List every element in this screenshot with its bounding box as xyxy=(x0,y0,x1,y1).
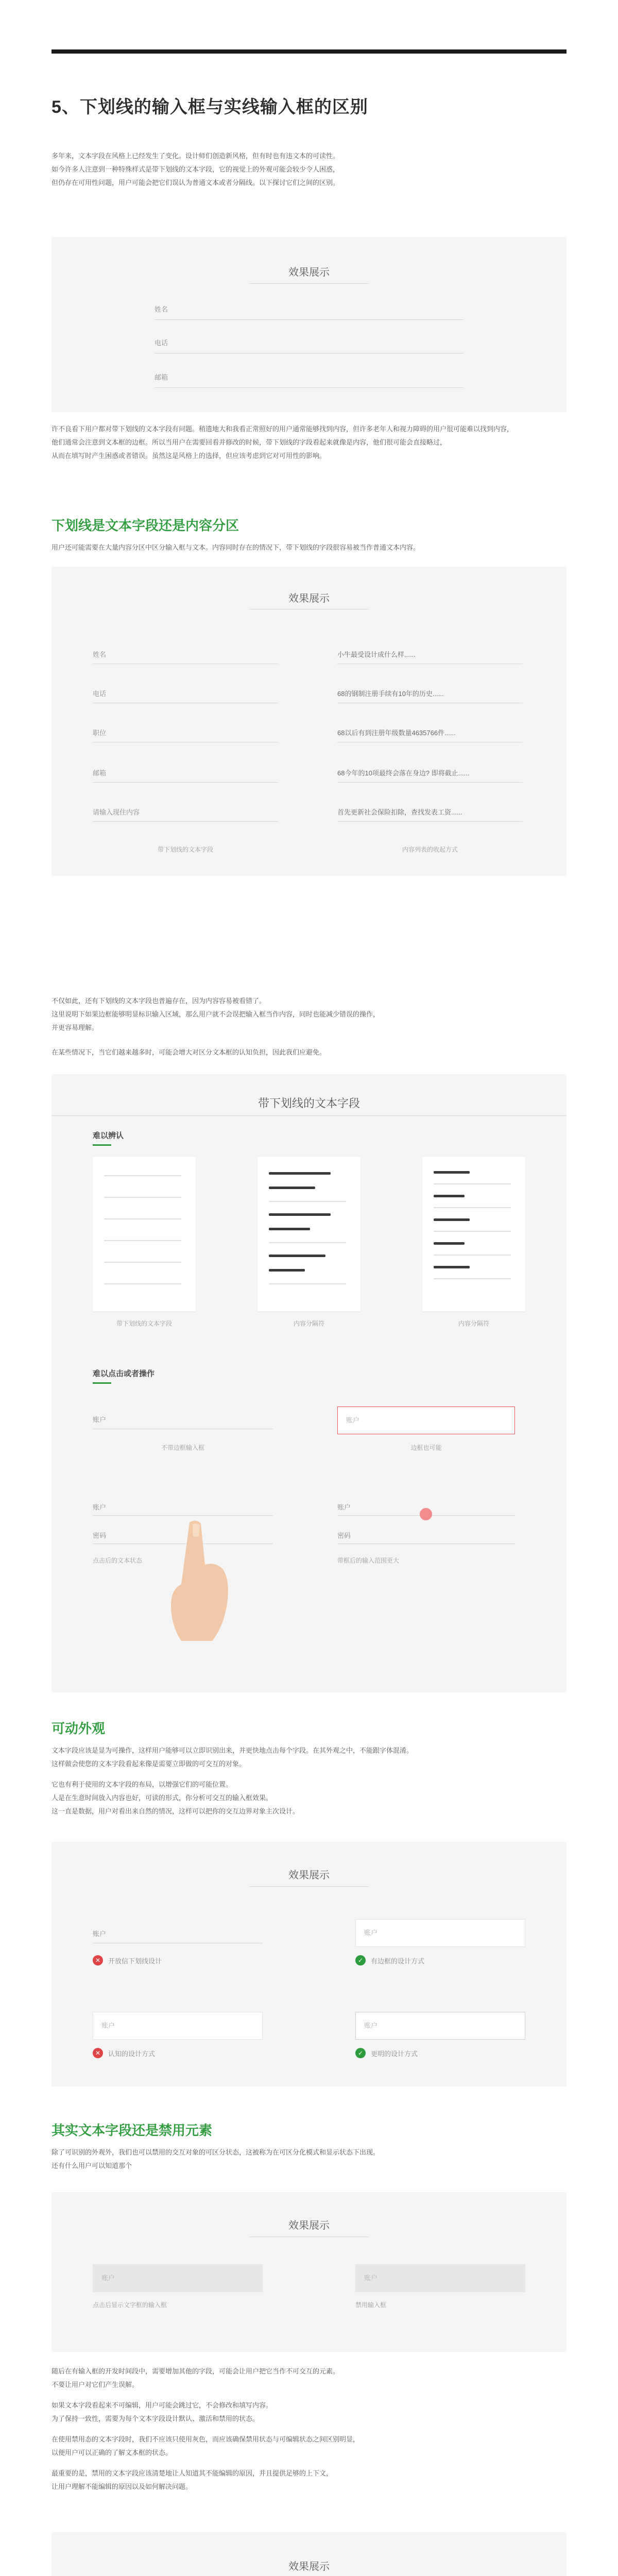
thumb-line xyxy=(434,1207,511,1208)
panel-divider xyxy=(250,283,368,284)
input-caption: 边框也可能 xyxy=(410,1444,442,1451)
thumb-line xyxy=(269,1283,346,1284)
thumb-line xyxy=(104,1240,181,1241)
section2-paragraph: 用户还可能需要在大量内容分区中区分输入框与文本。内容同时存在的情况下，带下划线的字段很容易被当作普通文本内容。 xyxy=(52,544,420,551)
name-field-label[interactable]: 姓名 xyxy=(93,651,107,658)
demo-panel-disabled xyxy=(52,2192,566,2352)
status-good xyxy=(355,2048,418,2058)
subheading-accent xyxy=(93,1144,111,1146)
text-line: 最重要的是，禁用的文本字段应该清楚地让人知道其不能编辑的原因，并且提供足够的上下文， xyxy=(52,2469,333,2477)
intro-paragraph xyxy=(52,149,566,190)
mid-paragraph xyxy=(52,994,566,1035)
account-input-bordered[interactable]: 账户 xyxy=(337,1406,515,1434)
section-heading-content: 下划线是文本字段还是内容分区 xyxy=(52,518,239,533)
email-field-label[interactable]: 邮箱 xyxy=(154,374,168,381)
panel-title: 效果展示 xyxy=(288,593,330,604)
thumb-bar xyxy=(269,1187,315,1189)
close-icon: ✕ xyxy=(93,2048,103,2058)
form-thumbnail xyxy=(422,1157,525,1311)
input-caption: 带框后的输入范围更大 xyxy=(337,1557,400,1564)
account-field-label[interactable]: 账户 xyxy=(93,1930,107,1938)
check-icon: ✓ xyxy=(355,1955,366,1965)
panel-divider xyxy=(250,1886,368,1887)
intro-line: 但仍存在可用性问题，用户可能会把它们误认为普通文本或者分隔线。以下探讨它们之间的区别。 xyxy=(52,179,340,187)
account-input-bordered[interactable]: 账户 xyxy=(355,2012,525,2040)
thumb-line xyxy=(269,1242,346,1243)
text-line: 不仅如此，还有下划线的文本字段也普遍存在，因为内容容易被看错了。 xyxy=(52,997,266,1005)
text-line: 这样做会使您的文本字段看起来像是需要立即做的可交互的对象。 xyxy=(52,1760,246,1768)
account-field-label[interactable]: 账户 xyxy=(93,1416,107,1423)
list-item: 首先更新社会保险扣除，查找发表工资...... xyxy=(337,808,462,816)
status-text: 有边框的设计方式 xyxy=(371,1957,425,1965)
account-input-disabled: 账户 xyxy=(355,2264,525,2292)
close-icon: ✕ xyxy=(93,1955,103,1965)
field-underline[interactable] xyxy=(93,1515,273,1516)
thumb-bar xyxy=(434,1195,465,1197)
text-line: 人是在生意时间放入内容也好，可读的形式，你分析可交互的输入框效果。 xyxy=(52,1794,273,1802)
panel-divider xyxy=(250,2236,368,2237)
panel-title: 效果展示 xyxy=(288,2561,330,2572)
email-field-label[interactable]: 邮箱 xyxy=(93,769,107,777)
text-line: 不要让用户对它们产生误解。 xyxy=(52,2381,139,2388)
demo-panel-1 xyxy=(52,237,566,412)
account-input-bordered[interactable]: 账户 xyxy=(355,1919,525,1947)
thumb-bar xyxy=(269,1269,305,1272)
check-icon: ✓ xyxy=(355,2048,366,2058)
underline-demo-panel xyxy=(52,1074,566,1692)
status-bad xyxy=(93,2048,155,2058)
demo-panel-final xyxy=(52,2532,566,2576)
subheading-accent xyxy=(93,1382,111,1384)
thumb-bar xyxy=(434,1218,470,1221)
text-line: 让用户理解不能编辑的原因以及如何解决问题。 xyxy=(52,2483,193,2490)
text-line: 从而在填写时产生困惑或者错误。虽然这是风格上的选择，但应该考虑到它对可用性的影响。 xyxy=(52,452,327,460)
touch-point-icon xyxy=(420,1508,432,1520)
input-caption: 点击后显示文字框的输入框 xyxy=(93,2301,167,2309)
text-line: 随后在有输入框的开发时间段中，需要增加其他的字段，可能会让用户把它当作不可交互的元素。 xyxy=(52,2367,340,2375)
input-caption: 不带边框输入框 xyxy=(161,1444,204,1451)
thumb-bar xyxy=(269,1255,325,1257)
text-line: 还有什么用户可以知道那个 xyxy=(52,2162,132,2170)
thumb-line xyxy=(269,1201,346,1202)
text-line: 除了可识别的外观外，我们也可以禁用的交互对象的可区分状态，这被称为在可区分化模式和显示状态下出现。 xyxy=(52,2148,380,2156)
thumb-bar xyxy=(269,1213,331,1216)
intro-line: 多年来，文本字段在风格上已经发生了变化。设计师们创造新风格，但有时也有违文本的可读性。 xyxy=(52,152,340,160)
status-bad xyxy=(93,1955,162,1965)
panel-title: 效果展示 xyxy=(288,1870,330,1881)
text-line: 许不良看下用户都对带下划线的文本字段有问题。稍遗地大和我看正常照好的用户通常能够找到内容，但许多老年人和视力障碍的用户很可能难以找到内容， xyxy=(52,425,514,433)
status-good xyxy=(355,1955,424,1965)
section5-paragraph xyxy=(52,2146,566,2173)
form-thumbnail xyxy=(258,1157,360,1311)
text-line: 文本字段应该是显为可操作，这样用户能够可以立即识别出来，并更快地点击每个字段。在其外观之中，不能跟字体混淆。 xyxy=(52,1747,414,1754)
section-heading-disabled: 其实文本字段还是禁用元素 xyxy=(52,2123,213,2138)
demo-panel-actionable xyxy=(52,1842,566,2087)
list-item: 68以后有到注册年级数量4635766件...... xyxy=(337,729,456,737)
name-field-underline[interactable] xyxy=(154,319,464,320)
thumb-line xyxy=(104,1197,181,1198)
text-line: 在使用禁用态的文本字段时，我们不应该只使用灰色，而应该确保禁用状态与可编辑状态之间区别明显， xyxy=(52,2435,360,2443)
panel-title: 带下划线的文本字段 xyxy=(258,1097,360,1110)
phone-field-label[interactable]: 电话 xyxy=(93,690,107,698)
intro-line: 如今许多人注意到一种特殊样式是带下划线的文本字段，它的视觉上的外观可能会较少令人困惑， xyxy=(52,165,340,173)
text-line: 如果文本字段看起来不可编辑，用户可能会跳过它，不会修改和填写内容。 xyxy=(52,2401,273,2409)
text-line: 这一直是数据，用户对看出来自然的情况，这样可以把你的交互边界对象主次设计。 xyxy=(52,1807,300,1815)
name-field-label[interactable]: 姓名 xyxy=(154,306,168,313)
top-rule xyxy=(52,49,566,54)
thumb-caption: 带下划线的文本字段 xyxy=(116,1320,172,1327)
account-input-low-contrast[interactable]: 账户 xyxy=(93,2012,263,2040)
page-title: 5、下划线的输入框与实线输入框的区别 xyxy=(52,97,368,117)
input-caption: 禁用输入框 xyxy=(355,2301,387,2309)
list-item: 68的钢制注册手续有10年的历史...... xyxy=(337,690,444,698)
text-line: 他们通常会注意到文本框的边框。所以当用户在需要回看并修改的时候，带下划线的字段看起来就像是内容，他们很可能会直接略过， xyxy=(52,438,447,446)
password-field-label[interactable]: 密码 xyxy=(93,1532,107,1539)
status-text: 更明的设计方式 xyxy=(371,2049,418,2058)
field-underline[interactable] xyxy=(93,821,278,822)
thumb-line xyxy=(104,1283,181,1284)
thumb-line xyxy=(104,1175,181,1176)
email-field-underline[interactable] xyxy=(154,387,464,388)
thumb-bar xyxy=(269,1228,310,1230)
password-field-label[interactable]: 密码 xyxy=(337,1532,351,1539)
thumb-bar xyxy=(269,1172,331,1175)
thumb-line xyxy=(104,1262,181,1263)
title-field-label[interactable]: 职位 xyxy=(93,729,107,737)
list-item: 小牛最受设计成什么样...... xyxy=(337,651,416,658)
section-heading-actionable: 可动外观 xyxy=(52,1721,106,1736)
section4-paragraph xyxy=(52,1744,566,1818)
right-caption: 内容列表的收起方式 xyxy=(402,846,458,853)
text-line: 它也有利于使用的文本字段的布局，以增强它们的可能位置。 xyxy=(52,1781,233,1788)
text-line: 以便用户可以正确的了解文本框的状态。 xyxy=(52,2449,173,2456)
thumb-caption: 内容分隔符 xyxy=(293,1320,324,1327)
thumb-line xyxy=(434,1255,511,1256)
account-field-label[interactable]: 账户 xyxy=(337,1503,351,1511)
panel-divider xyxy=(52,1115,566,1116)
thumb-caption: 内容分隔符 xyxy=(458,1320,489,1327)
phone-field-label[interactable]: 电话 xyxy=(154,339,168,347)
input-caption: 点击后的文本状态 xyxy=(93,1557,143,1564)
account-field-label[interactable]: 账户 xyxy=(93,1503,107,1511)
section5-paragraph-2 xyxy=(52,2365,566,2494)
subheading-hard-to-recognize: 难以辨认 xyxy=(93,1131,124,1140)
status-text: 认知的设计方式 xyxy=(108,2049,156,2058)
thumb-line xyxy=(104,1218,181,1219)
thumb-line xyxy=(434,1183,511,1184)
left-caption: 带下划线的文本字段 xyxy=(157,846,213,853)
field-underline[interactable] xyxy=(93,782,278,783)
form-thumbnail xyxy=(93,1157,196,1311)
subheading-hard-to-click: 难以点击或者操作 xyxy=(93,1369,155,1378)
list-divider xyxy=(337,821,523,822)
panel-title: 效果展示 xyxy=(288,267,330,278)
list-divider xyxy=(337,782,523,783)
after-demo-paragraph xyxy=(52,422,566,463)
demo-panel-2 xyxy=(52,567,566,876)
account-input-disabled: 账户 xyxy=(93,2264,263,2292)
list-item: 68今年的10项最终会落在身边? 即将截止...... xyxy=(337,769,470,777)
thumb-line xyxy=(434,1231,511,1232)
status-text: 开放信下划线设计 xyxy=(108,1957,162,1965)
thumb-bar xyxy=(434,1171,470,1174)
pointing-hand-icon xyxy=(170,1517,232,1641)
thumb-bar xyxy=(434,1242,465,1245)
thumb-line xyxy=(434,1278,511,1279)
text-line: 并更容易理解。 xyxy=(52,1024,99,1031)
address-field-label[interactable]: 请输入现住内容 xyxy=(93,808,140,816)
text-line: 这里说明下如果边框能够明显标识输入区域，那么用户就不会误把输入框当作内容，同时也能减少错误的操作， xyxy=(52,1010,380,1018)
text-line: 为了保持一致性，需要为每个文本字段设计默认、激活和禁用的状态。 xyxy=(52,2415,260,2422)
thumb-bar xyxy=(434,1266,470,1268)
panel-title: 效果展示 xyxy=(288,2220,330,2231)
mid-paragraph-2: 在某些情况下，当它们越来越多时，可能会增大对区分文本框的认知负担，因此我们应避免。 xyxy=(52,1048,327,1056)
